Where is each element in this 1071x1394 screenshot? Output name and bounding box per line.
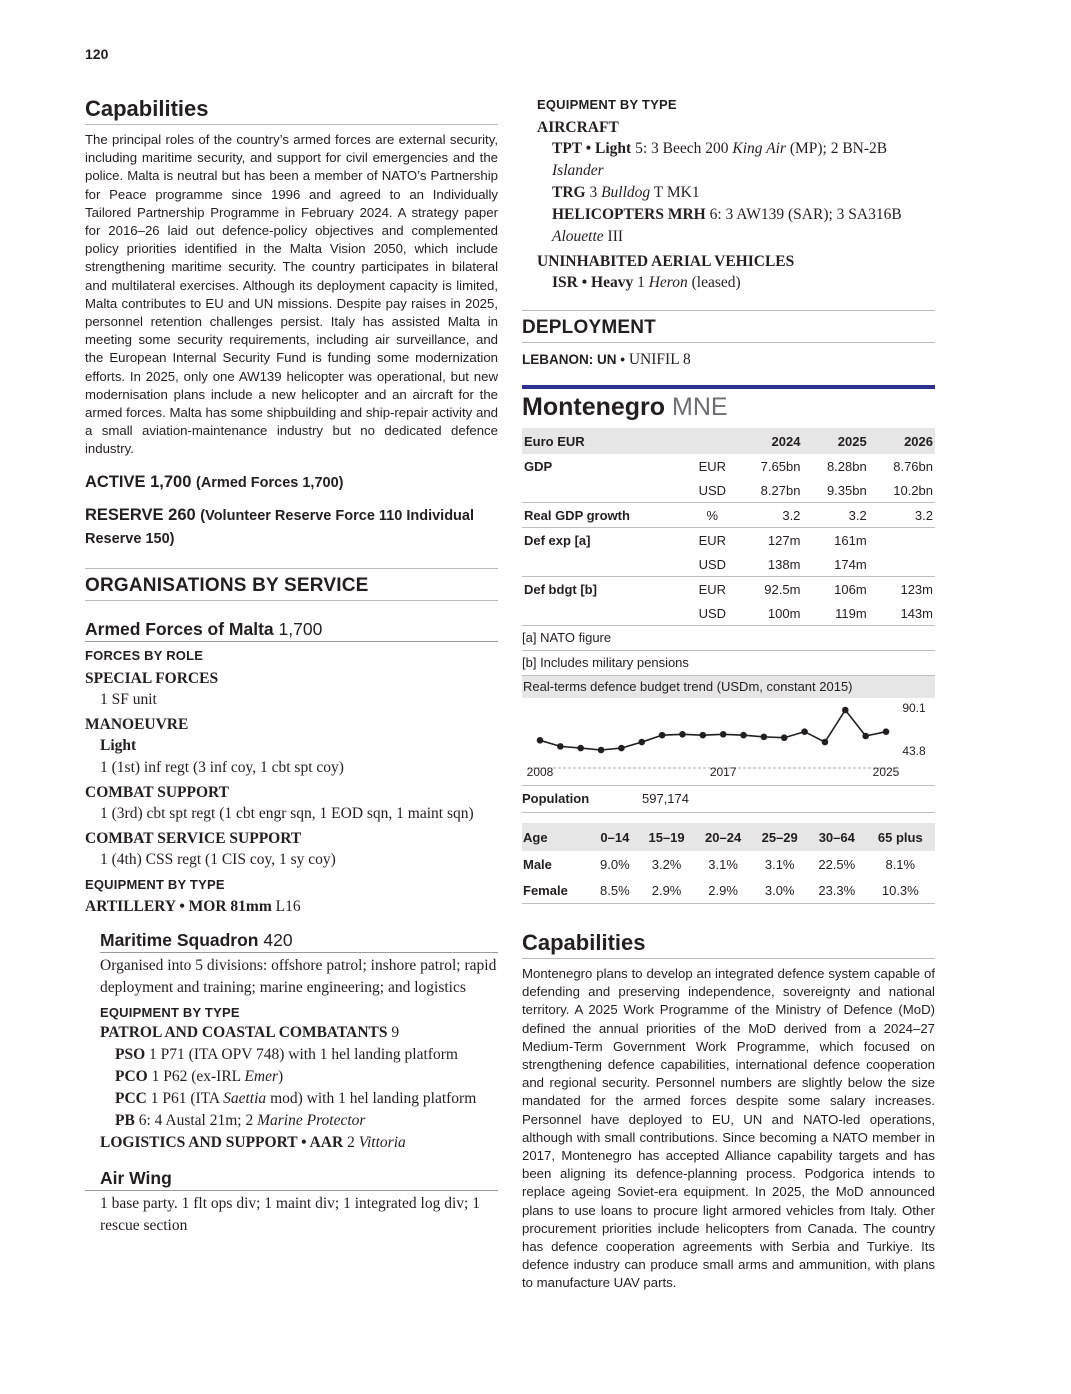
special-forces-item: 1 SF unit bbox=[100, 690, 157, 708]
data-point bbox=[557, 743, 564, 750]
row-value: 143m bbox=[869, 601, 935, 626]
row-value: 123m bbox=[900, 581, 933, 597]
age-value: 3.0% bbox=[751, 877, 808, 904]
right-equipment-heading: EQUIPMENT BY TYPE bbox=[537, 97, 677, 112]
row-value bbox=[869, 528, 935, 553]
capabilities-heading: Capabilities bbox=[85, 96, 498, 125]
econ-row bbox=[522, 577, 935, 602]
row-unit: USD bbox=[689, 552, 737, 577]
row-value: 138m bbox=[736, 552, 802, 577]
age-value: 3.2% bbox=[651, 856, 682, 872]
row-unit: USD bbox=[689, 601, 737, 626]
age-header: 0–14 bbox=[591, 823, 638, 851]
light-item: 1 (1st) inf regt (3 inf coy, 1 cbt spt coy) bbox=[100, 758, 344, 776]
org-by-service-heading: ORGANISATIONS BY SERVICE bbox=[85, 568, 498, 601]
logistics-item: LOGISTICS AND SUPPORT • AAR 2 Vittoria bbox=[100, 1133, 406, 1151]
x-tick-label: 2008 bbox=[526, 765, 554, 779]
row-value: 3.2 bbox=[736, 503, 802, 528]
age-row-label: Male bbox=[523, 856, 552, 872]
budget-trend-chart bbox=[522, 676, 935, 786]
forces-by-role-heading: FORCES BY ROLE bbox=[85, 647, 204, 663]
y-value-label: 43.8 bbox=[902, 744, 926, 758]
page-number: 120 bbox=[85, 46, 109, 62]
econ-row bbox=[522, 454, 935, 478]
row-value: 161m bbox=[834, 532, 867, 548]
series-line bbox=[540, 710, 886, 750]
data-point bbox=[883, 728, 890, 735]
data-point bbox=[842, 707, 849, 714]
age-value: 2.9% bbox=[695, 877, 752, 904]
helicopters-item: HELICOPTERS MRH 6: 3 AW139 (SAR); 3 SA316B Alouette III bbox=[552, 206, 902, 245]
row-value: 8.27bn bbox=[736, 478, 802, 503]
year-header: 2025 bbox=[802, 428, 868, 454]
note-a: [a] NATO figure bbox=[522, 626, 935, 651]
row-value: 100m bbox=[736, 601, 802, 626]
row-value: 119m bbox=[802, 601, 868, 626]
row-value: 8.76bn bbox=[893, 458, 933, 474]
row-label bbox=[522, 552, 689, 577]
row-value: 3.2 bbox=[802, 503, 868, 528]
montenegro-capabilities-text: Montenegro plans to develop an integrated defence system capable of defending and preserving independence, sovereignty and national territory. A 2025 Work Programme of the Ministry of Defence (MoD) defined the annual priorities of the MoD derived from a 2024–27 Medium-Term Government Work Programme, which focused on strengthening defence capabilities, international defence cooperation and regional security. Personnel numbers are slightly below the size mandated for the armed forces despite some salary increases. Personnel have deployed to EU, UN and NATO-led operations, although with small contributions. Since becoming a NATO member in 2017, Montenegro has accepted Alliance capability targets and has been aligning its defence-planning process. Podgorica intends to replace ageing Soviet-era equipment. In 2025, the MoD announced plans to use loans to procure light armored vehicles from Italy. Other procurement priorities include helicopters from Canada. The country has defence cooperation agreements with Serbia and Turkiye. Its defence industry can produce small arms and ammunition, with plans to manufacture UAV parts. bbox=[522, 966, 935, 1291]
row-value: 10.2bn bbox=[869, 478, 935, 503]
combat-support-item: 1 (3rd) cbt spt regt (1 cbt engr sqn, 1 EOD sqn, 1 maint sqn) bbox=[100, 804, 474, 822]
armed-forces-heading: Armed Forces of Malta 1,700 bbox=[85, 619, 498, 642]
uav-heading: UNINHABITED AERIAL VEHICLES bbox=[537, 253, 795, 270]
economic-table bbox=[522, 428, 935, 626]
age-value: 3.1% bbox=[708, 856, 738, 872]
right-column bbox=[522, 96, 935, 1293]
data-point bbox=[638, 739, 645, 746]
row-value: 9.35bn bbox=[802, 478, 868, 503]
isr-item: ISR • Heavy 1 Heron (leased) bbox=[552, 274, 741, 291]
age-header: 65 plus bbox=[866, 823, 935, 851]
css-item: 1 (4th) CSS regt (1 CIS coy, 1 sy coy) bbox=[100, 850, 336, 868]
row-unit: EUR bbox=[698, 458, 727, 474]
maritime-squadron-heading: Maritime Squadron 420 bbox=[100, 930, 498, 953]
row-label bbox=[522, 478, 689, 503]
trg-item: TRG 3 Bulldog T MK1 bbox=[552, 184, 700, 201]
chart-title: Real-terms defence budget trend (USDm, constant 2015) bbox=[522, 676, 935, 698]
deployment-item: LEBANON: UN • UNIFIL 8 bbox=[522, 351, 691, 368]
tpt-item: TPT • Light 5: 3 Beech 200 King Air (MP); 2 BN-2B Islander bbox=[552, 140, 888, 179]
pco-item: PCO 1 P62 (ex-IRL Emer) bbox=[115, 1067, 284, 1085]
data-point bbox=[659, 732, 666, 739]
equipment-heading: EQUIPMENT BY TYPE bbox=[85, 876, 225, 892]
row-label: GDP bbox=[524, 458, 553, 474]
x-tick-label: 2017 bbox=[709, 765, 737, 779]
row-value: 8.28bn bbox=[826, 458, 867, 474]
data-point bbox=[801, 728, 808, 735]
age-value: 23.3% bbox=[808, 877, 866, 904]
light-heading: Light bbox=[100, 736, 137, 754]
active-personnel: ACTIVE 1,700 (Armed Forces 1,700) bbox=[85, 472, 344, 491]
population-row: Population 597,174 bbox=[522, 786, 935, 813]
row-value: 7.65bn bbox=[760, 458, 801, 474]
maritime-squadron-section bbox=[85, 930, 498, 1154]
age-value: 10.3% bbox=[866, 877, 935, 904]
econ-row bbox=[522, 528, 935, 553]
year-header: 2024 bbox=[736, 428, 802, 454]
y-value-label: 90.1 bbox=[902, 701, 926, 715]
age-value: 2.9% bbox=[638, 877, 695, 904]
note-b: [b] Includes military pensions bbox=[522, 651, 935, 676]
row-label bbox=[522, 601, 689, 626]
row-value bbox=[869, 552, 935, 577]
age-value: 3.1% bbox=[764, 856, 795, 872]
data-point bbox=[862, 733, 869, 740]
row-value: 3.2 bbox=[869, 503, 935, 528]
data-point bbox=[740, 732, 747, 739]
air-wing-description: 1 base party. 1 flt ops div; 1 maint div; 1 integrated log div; 1 rescue section bbox=[100, 1194, 480, 1234]
data-point bbox=[700, 732, 707, 739]
age-header: 15–19 bbox=[638, 823, 695, 851]
deployment-heading: DEPLOYMENT bbox=[522, 310, 935, 343]
econ-row bbox=[522, 601, 935, 626]
currency-header: Euro EUR bbox=[522, 428, 736, 454]
row-label: Def exp [a] bbox=[524, 532, 591, 548]
data-point bbox=[577, 745, 584, 752]
age-header: 20–24 bbox=[695, 823, 752, 851]
row-unit: % bbox=[689, 503, 737, 528]
row-value: 174m bbox=[802, 552, 868, 577]
data-point bbox=[537, 737, 544, 744]
combat-support-heading: COMBAT SUPPORT bbox=[85, 783, 229, 801]
data-point bbox=[720, 731, 727, 738]
data-point bbox=[761, 734, 768, 741]
age-value: 8.5% bbox=[591, 877, 638, 904]
econ-row bbox=[522, 478, 935, 503]
pcc-heading: PATROL AND COASTAL COMBATANTS 9 bbox=[100, 1023, 400, 1041]
age-header: Age bbox=[522, 823, 591, 851]
trend-plot bbox=[522, 698, 935, 780]
row-value: 92.5m bbox=[764, 581, 801, 597]
artillery-item: ARTILLERY • MOR 81mm L16 bbox=[85, 897, 301, 915]
row-unit: EUR bbox=[698, 532, 727, 548]
capabilities-text: The principal roles of the country’s armed forces are external security, including maritime security, and support for civil emergencies and the police. Malta is neutral but has been a member of NATO’s Partnership for Peace programme since 1996 and agreed to an Individually Tailored Partnership Programme in February 2024. A strategy paper for 2016–26 laid out defence-policy objectives and complemented policy priorities identified in the Malta Vision 2050, which include strengthening maritime security. The country participates in bilateral and multilateral exercises. Although its deployment capacity is limited, Malta contributes to EU and UN missions. Despite pay raises in 2025, personnel retention challenges persist. Italy has assisted Malta in meeting some security requirements, including air surveillance, and the European Internal Security Fund is funding some modernization efforts. In 2025, only one AW139 helicopter was operational, but new modernisation plans include a new helicopter and an aircraft for the armed forces. Malta has some shipbuilding and ship-repair activity and a small aviation-maintenance industry but no dedicated defence industry. bbox=[85, 132, 498, 457]
row-value: 127m bbox=[767, 532, 801, 548]
montenegro-capabilities-heading: Capabilities bbox=[522, 930, 935, 959]
pso-item: PSO 1 P71 (ITA OPV 748) with 1 hel landing platform bbox=[115, 1045, 458, 1063]
row-label: Def bdgt [b] bbox=[524, 581, 597, 597]
aircraft-heading: AIRCRAFT bbox=[537, 119, 619, 136]
age-value: 8.1% bbox=[885, 856, 916, 872]
left-column bbox=[85, 96, 498, 1237]
data-point bbox=[598, 747, 605, 754]
age-header: 25–29 bbox=[751, 823, 808, 851]
age-header: 30–64 bbox=[808, 823, 866, 851]
age-table bbox=[522, 823, 935, 904]
pcc-item: PCC 1 P61 (ITA Saettia mod) with 1 hel landing platform bbox=[115, 1089, 477, 1107]
data-point bbox=[618, 745, 625, 752]
air-wing-heading: Air Wing bbox=[85, 1168, 498, 1191]
econ-row bbox=[522, 503, 935, 528]
manoeuvre-heading: MANOEUVRE bbox=[85, 715, 189, 733]
age-row bbox=[522, 877, 935, 904]
age-value: 9.0% bbox=[600, 856, 630, 872]
reserve-personnel: RESERVE 260 (Volunteer Reserve Force 110 Individual Reserve 150) bbox=[85, 505, 475, 547]
data-point bbox=[822, 739, 829, 746]
row-unit: EUR bbox=[698, 581, 727, 597]
x-tick-label: 2025 bbox=[872, 765, 900, 779]
row-label: Real GDP growth bbox=[522, 503, 689, 528]
row-value: 106m bbox=[834, 581, 867, 597]
maritime-description: Organised into 5 divisions: offshore patrol; inshore patrol; rapid deployment and training; marine engineering; and logistics bbox=[100, 956, 497, 996]
maritime-equipment-heading: EQUIPMENT BY TYPE bbox=[100, 1004, 240, 1020]
country-divider bbox=[522, 385, 935, 389]
age-row bbox=[522, 851, 935, 877]
year-header: 2026 bbox=[869, 428, 935, 454]
data-point bbox=[679, 731, 686, 738]
age-row-label: Female bbox=[522, 877, 591, 904]
econ-row bbox=[522, 552, 935, 577]
css-heading: COMBAT SERVICE SUPPORT bbox=[85, 829, 302, 847]
age-value: 22.5% bbox=[818, 856, 856, 872]
country-title: Montenegro MNE bbox=[522, 393, 728, 421]
pb-item: PB 6: 4 Austal 21m; 2 Marine Protector bbox=[115, 1111, 366, 1129]
special-forces-heading: SPECIAL FORCES bbox=[85, 669, 219, 687]
data-point bbox=[781, 734, 788, 741]
row-unit: USD bbox=[689, 478, 737, 503]
